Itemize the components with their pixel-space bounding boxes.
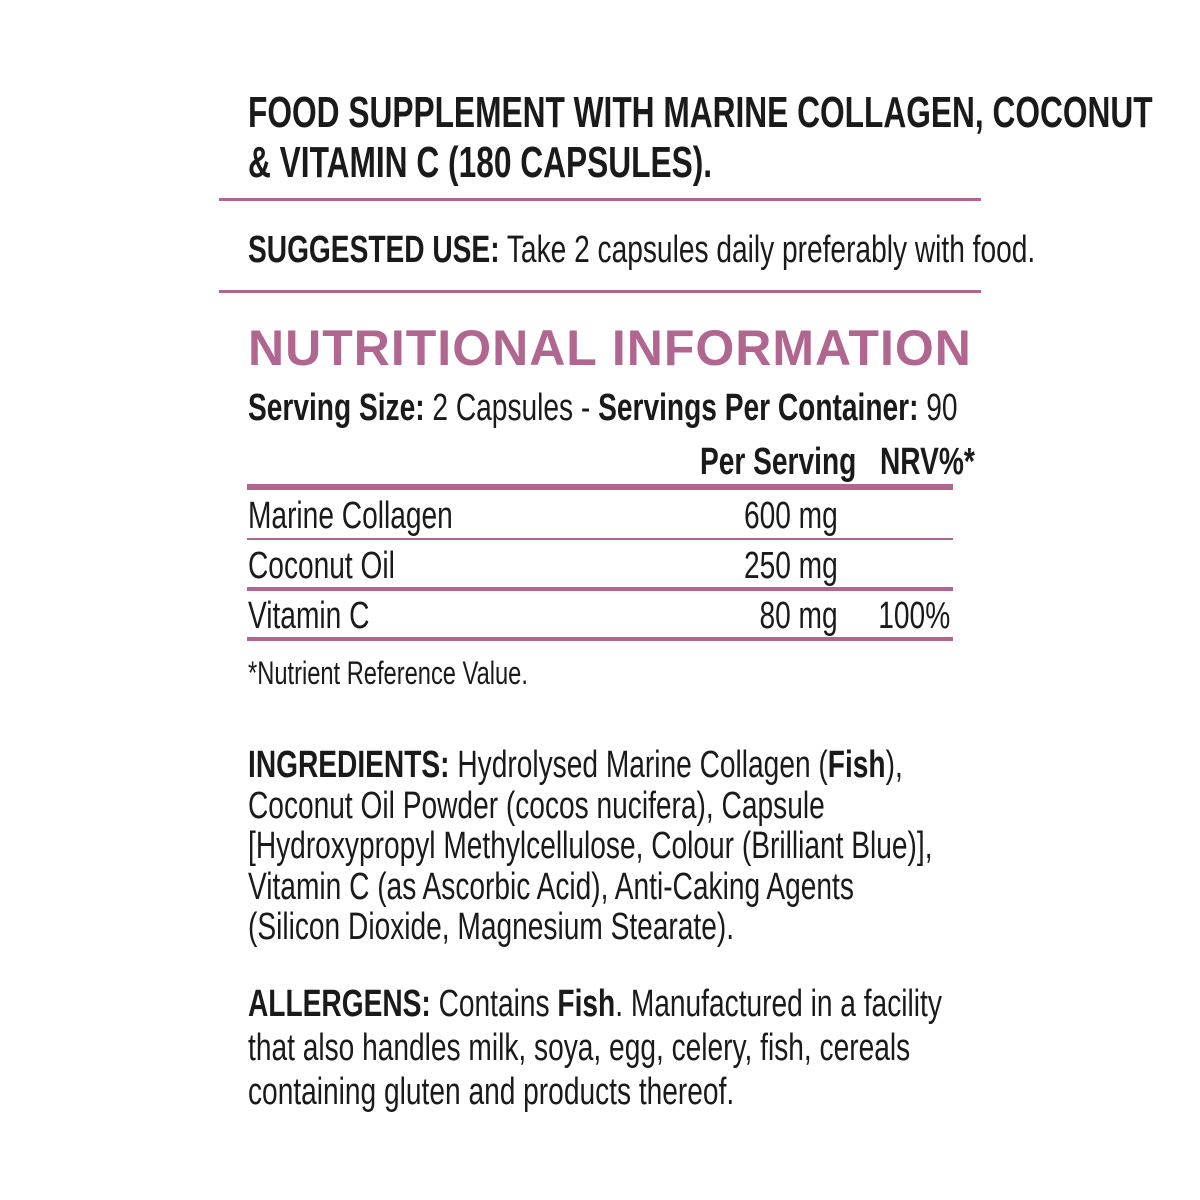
ingredients [248, 745, 1188, 948]
table-rule-bottom [247, 637, 953, 641]
row-name-coconut-oil: Coconut Oil [248, 545, 395, 587]
allergens [248, 982, 1188, 1114]
ingredients-text-2: ), Coconut Oil Powder (cocos nucifera), Capsule [Hydroxypropyl Methylcellulose, Colour (Brilliant Blue)], Vitamin C (as Ascorbic Acid), Anti-Caking Agents (Silicon Dioxide, Magnesium Stearate). [248, 744, 933, 948]
divider-top [219, 198, 981, 201]
row-value-marine-collagen: 600 mg [744, 495, 838, 537]
ingredients-label: INGREDIENTS: [248, 744, 450, 786]
servings-per-container-value: 90 [926, 387, 958, 429]
allergens-text-2: . Manufactured in a facility that also handles milk, soya, egg, celery, fish, cereals containing gluten and products thereof. [248, 983, 942, 1113]
table-rule-row1 [247, 538, 953, 540]
ingredients-allergen-fish: Fish [827, 744, 886, 786]
row-nrv-vitamin-c: 100% [878, 595, 950, 637]
serving-info [248, 386, 1200, 430]
row-name-marine-collagen: Marine Collagen [248, 495, 453, 537]
serving-size-value: 2 Capsules [432, 387, 574, 429]
row-value-coconut-oil: 250 mg [744, 545, 838, 587]
servings-per-container-label: Servings Per Container: [598, 387, 919, 429]
row-value-vitamin-c: 80 mg [759, 595, 838, 637]
table-rule-header [247, 484, 953, 490]
row-name-vitamin-c: Vitamin C [248, 595, 370, 637]
product-title-line2: & VITAMIN C (180 CAPSULES). [248, 138, 713, 187]
divider-middle [219, 290, 981, 293]
product-title-line1: FOOD SUPPLEMENT WITH MARINE COLLAGEN, COCONUT [248, 88, 1153, 137]
product-title [248, 88, 1200, 188]
ingredients-text-1: Hydrolysed Marine Collagen ( [457, 744, 828, 786]
serving-separator: - [580, 387, 591, 429]
suggested-use-text: Take 2 capsules daily preferably with food. [506, 229, 1036, 271]
suggested-use [248, 228, 1200, 272]
table-rule-row2 [247, 587, 953, 591]
nrv-footnote: *Nutrient Reference Value. [248, 655, 528, 691]
serving-size-label: Serving Size: [248, 387, 425, 429]
allergens-label: ALLERGENS: [248, 983, 431, 1025]
allergens-fish: Fish [557, 983, 616, 1025]
allergens-text-1: Contains [438, 983, 550, 1025]
nutrition-heading: NUTRITIONAL INFORMATION [248, 320, 972, 376]
suggested-use-label: SUGGESTED USE: [248, 229, 500, 271]
column-header-per-serving: Per Serving [700, 441, 857, 483]
column-header-nrv: NRV%* [880, 441, 975, 483]
